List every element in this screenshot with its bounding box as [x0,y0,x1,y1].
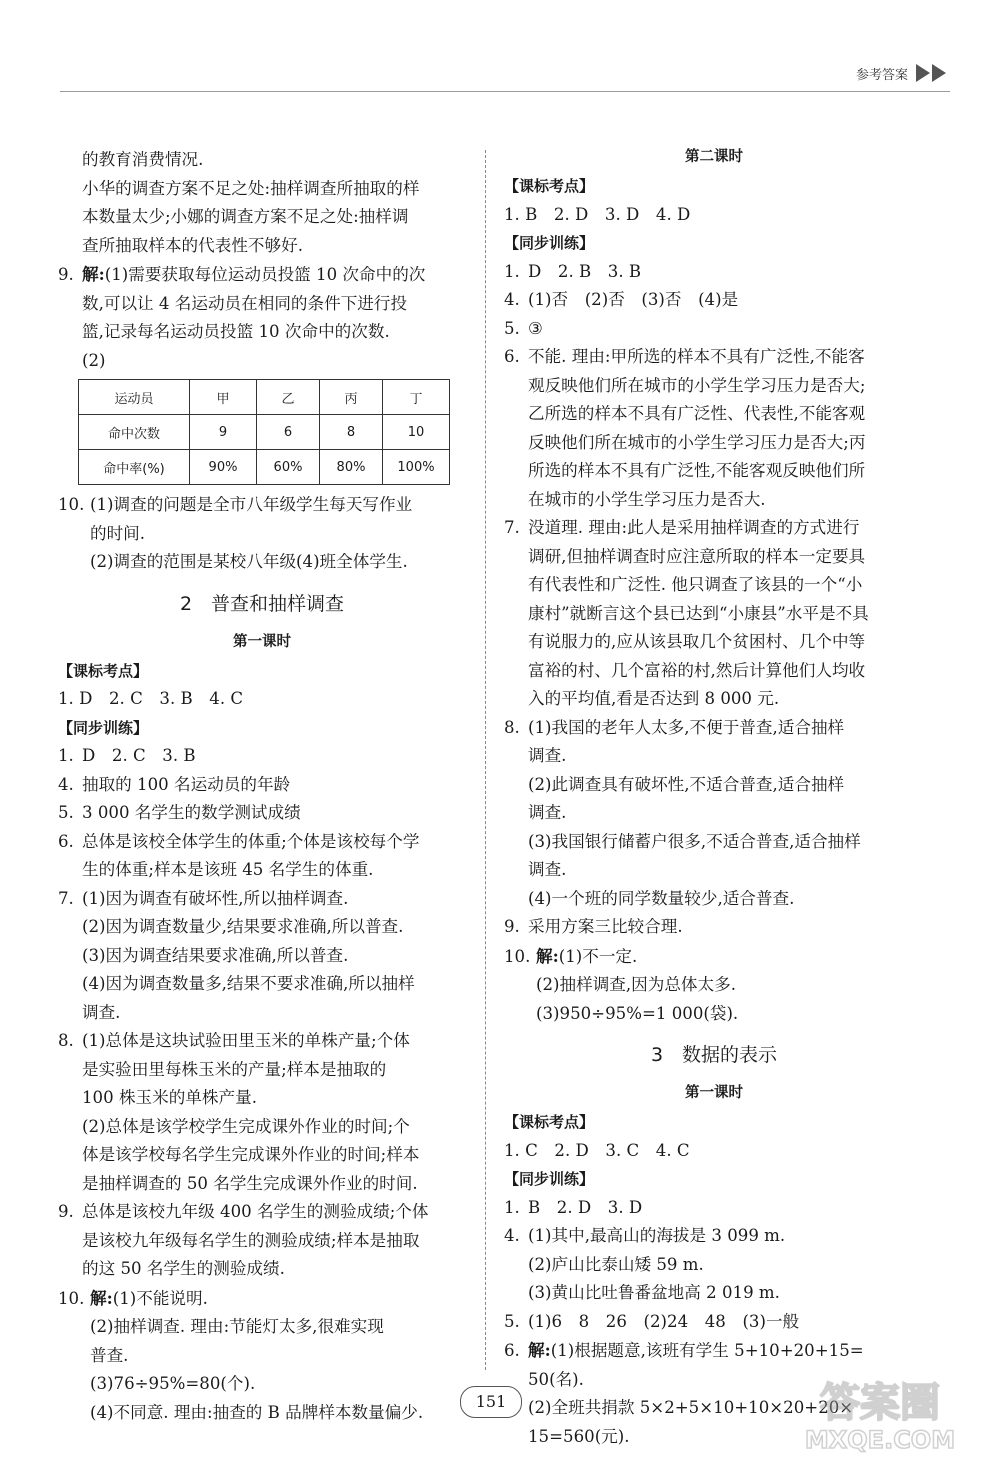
text-line: (3)76÷95%=80(个). [90,1374,256,1393]
text-line: (1)调查的问题是全市八年级学生每天写作业 [90,495,413,514]
list-item [504,1194,924,1223]
practice-answers [504,258,924,942]
continued-answer [58,146,466,260]
question-number: 4. [504,1226,520,1245]
text-line: (2)因为调查数量少,结果要求准确,所以普查. [82,917,404,936]
text-line: 15=560(元). [528,1426,630,1446]
table-cell: 命中次数 [79,415,190,450]
question-number: 6. [58,831,74,851]
list-item [504,1308,924,1337]
list-item [58,885,466,914]
table-cell: 8 [320,415,383,450]
text-line: 康村”就断言这个县已达到“小康县”水平是不具 [528,603,869,623]
question-number: 5. [504,1311,520,1331]
practice-answers [504,1194,924,1337]
text-line: D 2. C 3. B [82,746,196,765]
text-line: 调查. [528,746,567,765]
list-item [58,799,466,828]
page-header [60,58,950,92]
text-line: D 2. B 3. B [528,261,642,281]
text-line: 总体是该校全体学生的体重;个体是该校每个学 [82,831,420,851]
question-number: 10. [504,946,531,966]
text-line: 反映他们所在城市的小学生学习压力是否大;丙 [528,432,866,452]
text-line: (2)总体是该学校学生完成课外作业的时间;个 [82,1116,410,1136]
table-cell: 命中率(%) [79,450,190,485]
question-9 [58,260,466,485]
question-number: 1. [504,261,520,281]
table-row [79,450,450,485]
question-number: 4. [504,290,520,309]
text-line: 调查. [528,803,567,822]
question-number: 8. [504,717,520,737]
list-item [504,714,924,743]
question-10 [504,942,924,1029]
section-tag: 【课标考点】 [504,177,595,195]
watermark-top: 答案圈 [820,1380,940,1426]
table-row [79,415,450,450]
question-10 [58,491,466,577]
table-cell: 6 [257,415,320,450]
practice-answers [58,742,466,1284]
lesson-title: 第二课时 [685,149,743,165]
text-line: 所选的样本不具有广泛性,不能客观反映他们所 [528,461,866,480]
text-line: (1)根据题意,该班有学生 5+10+20+15= [550,1341,864,1360]
text-line: (2)全班共捐款 5×2+5×10+10×20+20× [528,1398,854,1417]
question-number: 1. [504,1197,520,1217]
text-line: (1)因为调查有破坏性,所以抽样调查. [82,888,349,908]
header-label: 参考答案 [855,68,908,83]
lesson-title: 第一课时 [685,1085,743,1101]
table-cell: 9 [190,415,257,450]
question-number: 4. [58,774,74,794]
solution-label: 解: [90,1287,113,1308]
list-item [504,1222,924,1251]
text-line: (2)抽样调查. 理由:节能灯太多,很难实现 [90,1317,384,1336]
question-number: 6. [504,347,520,366]
text-line: (4)一个班的同学数量较少,适合普查. [528,888,795,908]
text-line: (4)不同意. 理由:抽查的 B 品牌样本数量偏少. [90,1402,424,1422]
text-line: 是该校九年级每名学生的测验成绩;样本是抽取 [82,1230,420,1250]
list-item [504,315,924,344]
text-line: (2)调查的范围是某校八年级(4)班全体学生. [90,552,408,571]
text-line: 乙所选的样本不具有广泛性、代表性,不能客观 [528,404,866,423]
text-line: (1)其中,最高山的海拔是 3 099 m. [528,1226,786,1245]
text-line: ③ [528,318,543,338]
text-line: 富裕的村、几个富裕的村,然后计算他们人均收 [528,660,866,680]
table-header-cell: 运动员 [79,380,190,415]
text-line: (1)总体是这块试验田里玉米的单株产量;个体 [82,1031,410,1050]
text-line: (3)我国银行储蓄户很多,不适合普查,适合抽样 [528,831,861,851]
column-divider [485,150,486,1370]
list-item [58,742,466,771]
table-cell: 10 [383,415,450,450]
text-line: 没道理. 理由:此人是采用抽样调查的方式进行 [528,518,860,537]
table-header-row [79,380,450,415]
text-line: 100 株玉米的单株产量. [82,1088,257,1107]
list-item [504,514,924,543]
lesson-title: 第一课时 [233,633,291,650]
text-line: (1)需要获取每位运动员投篮 10 次命中的次 [104,265,426,284]
question-number: 9. [504,917,520,936]
list-item [504,913,924,942]
text-line: (3)950÷95%=1 000(袋). [536,1003,739,1023]
text-line: 采用方案三比较合理. [528,917,683,936]
text-line: 是抽样调查的 50 名学生完成课外作业的时间. [82,1173,418,1193]
text-line: (2)抽样调查,因为总体太多. [536,975,736,994]
text-line: 篮,记录每名运动员投篮 10 次命中的次数. [82,322,390,341]
section-title: 2 普查和抽样调查 [179,592,345,615]
solution-label: 解: [82,264,105,284]
question-10b [58,1284,466,1428]
list-item [58,1198,466,1227]
text-line: 抽取的 100 名运动员的年龄 [82,774,291,794]
table-cell: 100% [383,450,450,485]
text-line: (3)黄山比吐鲁番盆地高 2 019 m. [528,1283,780,1302]
question-number: 7. [58,888,74,908]
question-number: 6. [504,1341,520,1360]
text-line: 3 000 名学生的数学测试成绩 [82,803,301,822]
list-item [58,828,466,857]
right-column [504,146,924,1451]
text-line: 入的平均值,看是否达到 8 000 元. [528,689,780,708]
text-line: 调研,但抽样调查时应注意所取的样本一定要具 [528,546,866,566]
section-tag: 【课标考点】 [58,661,149,680]
text-line: 是实验田里每株玉米的产量;样本是抽取的 [82,1059,387,1079]
list-item [58,1027,466,1056]
question-number: 1. [58,746,74,765]
text-line: 总体是该校九年级 400 名学生的测验成绩;个体 [82,1202,429,1221]
table-header-cell: 乙 [257,380,320,415]
double-arrow-icon [914,62,950,84]
answer-line: 1. C 2. D 3. C 4. C [504,1140,690,1160]
solution-label: 解: [528,1340,551,1360]
text-line: 的这 50 名学生的测验成绩. [82,1259,285,1278]
text-line: 调查. [82,1002,121,1022]
answer-line: 1. D 2. C 3. B 4. C [58,689,244,708]
question-number: 9. [58,265,74,284]
question-number: 9. [58,1202,74,1221]
text-line: 普查. [90,1345,129,1365]
text-line: 查所抽取样本的代表性不够好. [82,235,303,255]
watermark-bottom: MXQE.COM [804,1426,956,1454]
text-line: (1)不能说明. [112,1288,208,1308]
text-line: 的时间. [90,523,146,543]
table-header-cell: 甲 [190,380,257,415]
list-item [504,286,924,315]
text-line: 生的体重;样本是该班 45 名学生的体重. [82,860,374,879]
text-line: (1)不一定. [558,946,638,966]
table-header-cell: 丁 [383,380,450,415]
text-line: 观反映他们所在城市的小学生学习压力是否大; [528,375,866,395]
section-title: 3 数据的表示 [650,1044,778,1066]
hit-rate-table [78,379,450,485]
text-line: 数,可以让 4 名运动员在相同的条件下进行投 [82,293,408,313]
table-header-cell: 丙 [320,380,383,415]
section-tag: 【课标考点】 [504,1113,595,1131]
section-tag: 【同步训练】 [504,1170,595,1188]
list-item [504,258,924,287]
text-line: 体是该学校每名学生完成课外作业的时间;样本 [82,1145,420,1164]
text-line: B 2. D 3. D [528,1197,643,1217]
solution-label: 解: [536,945,559,966]
text-line: (3)因为调查结果要求准确,所以普查. [82,945,349,965]
header-rule [60,91,950,92]
text-line: 有说服力的,应从该县取几个贫困村、几个中等 [528,632,866,651]
text-line: 不能. 理由:甲所选的样本不具有广泛性,不能客 [528,347,865,366]
question-number: 10. [58,495,85,514]
text-line: 调查. [528,860,567,879]
question-number: 10. [58,1288,85,1308]
text-line: 在城市的小学生学习压力是否大. [528,489,766,509]
table-cell: 60% [257,450,320,485]
question-number: 5. [58,803,74,822]
answer-line: 1. B 2. D 3. D 4. D [504,204,691,224]
watermark-logo [780,1370,980,1456]
text-line: (4)因为调查数量多,结果不要求准确,所以抽样 [82,974,415,993]
text-line: (1)6 8 26 (2)24 48 (3)一般 [528,1311,800,1331]
section-tag: 【同步训练】 [504,234,595,252]
text-line: 50(名). [528,1369,584,1389]
text-line: 有代表性和广泛性. 他只调查了该县的一个“小 [528,575,863,594]
list-item [58,771,466,800]
question-number: 7. [504,518,520,537]
text-line: 的教育消费情况. [82,150,204,169]
text-line: (2) [82,350,106,370]
text-line: (1)否 (2)否 (3)否 (4)是 [528,290,739,309]
page-number: 151 [460,1386,522,1418]
question-number: 8. [58,1031,74,1050]
text-line: 本数量太少;小娜的调查方案不足之处:抽样调 [82,207,409,226]
left-column [58,146,466,1427]
question-number: 5. [504,318,520,338]
list-item [504,343,924,372]
table-cell: 80% [320,450,383,485]
section-tag: 【同步训练】 [58,718,149,737]
text-line: (2)庐山比泰山矮 59 m. [528,1254,704,1274]
text-line: (1)我国的老年人太多,不便于普查,适合抽样 [528,717,845,737]
table-cell: 90% [190,450,257,485]
text-line: 小华的调查方案不足之处:抽样调查所抽取的样 [82,178,420,198]
text-line: (2)此调查具有破坏性,不适合普查,适合抽样 [528,774,845,794]
